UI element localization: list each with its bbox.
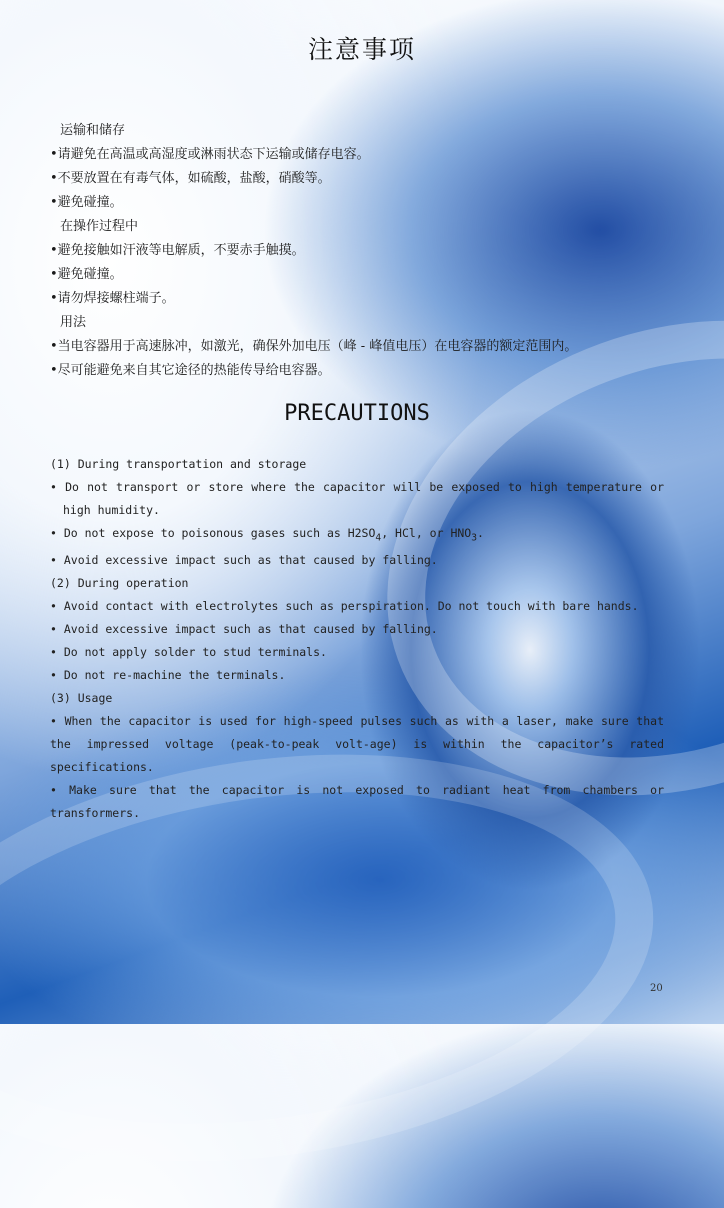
cn-list-item: •避免碰撞。 [50,267,123,282]
page-title-cn: 注意事项 [307,35,416,64]
cn-precautions-list [50,119,690,383]
cn-section-heading: 运输和储存 [60,123,126,138]
subscript: 4 [375,532,382,544]
en-list-item: • Avoid contact with electrolytes such as perspiration. Do not touch with bare hands. [50,599,639,614]
en-list-item: • Do not transport or store where the capacitor will be exposed to high temperature or high humidity. [50,480,664,517]
en-section-heading: (2) During operation [50,576,189,591]
cn-list-item: •尽可能避免来自其它途径的热能传导给电容器。 [50,363,331,378]
cn-section-heading: 用法 [60,315,87,330]
en-list-item: • When the capacitor is used for high-speed pulses such as with a laser, make sure that the impressed voltage (peak-to-peak volt-age) is within the capacitor’s rated specifications. [50,714,664,775]
cn-list-item: •当电容器用于高速脉冲，如激光，确保外加电压（峰 - 峰值电压）在电容器的额定范围内。 [50,339,578,354]
cn-list-item: •不要放置在有毒气体，如硫酸，盐酸，硝酸等。 [50,171,331,186]
cn-list-item: •避免碰撞。 [50,195,123,210]
en-list-item: • Do not apply solder to stud terminals. [50,645,327,660]
en-text: • Do not expose to poisonous gases such as H2SO [50,526,376,540]
page-title-en: PRECAUTIONS [284,401,430,426]
en-section-heading: (3) Usage [50,691,113,706]
en-text: . [477,526,484,540]
cn-list-item: •请避免在高温或高湿度或淋雨状态下运输或储存电容。 [50,147,370,162]
en-section-heading: (1) During transportation and storage [50,457,307,471]
en-list-item: • Avoid excessive impact such as that caused by falling. [50,622,438,637]
cn-list-item: •请勿焊接螺柱端子。 [50,291,175,306]
en-precautions-list [50,453,664,825]
cn-list-item: •避免接触如汗液等电解质，不要赤手触摸。 [50,243,305,258]
cn-section-heading: 在操作过程中 [60,219,139,234]
en-text: , HCl, or HNO [381,526,472,540]
en-list-item: • Make sure that the capacitor is not exposed to radiant heat from chambers or transformers. [50,783,664,821]
en-list-item [50,522,664,549]
subscript: 3 [471,532,477,544]
page-number: 20 [650,983,663,994]
en-list-item: • Do not re-machine the terminals. [50,668,286,683]
en-list-item: • Avoid excessive impact such as that caused by falling. [50,553,438,568]
